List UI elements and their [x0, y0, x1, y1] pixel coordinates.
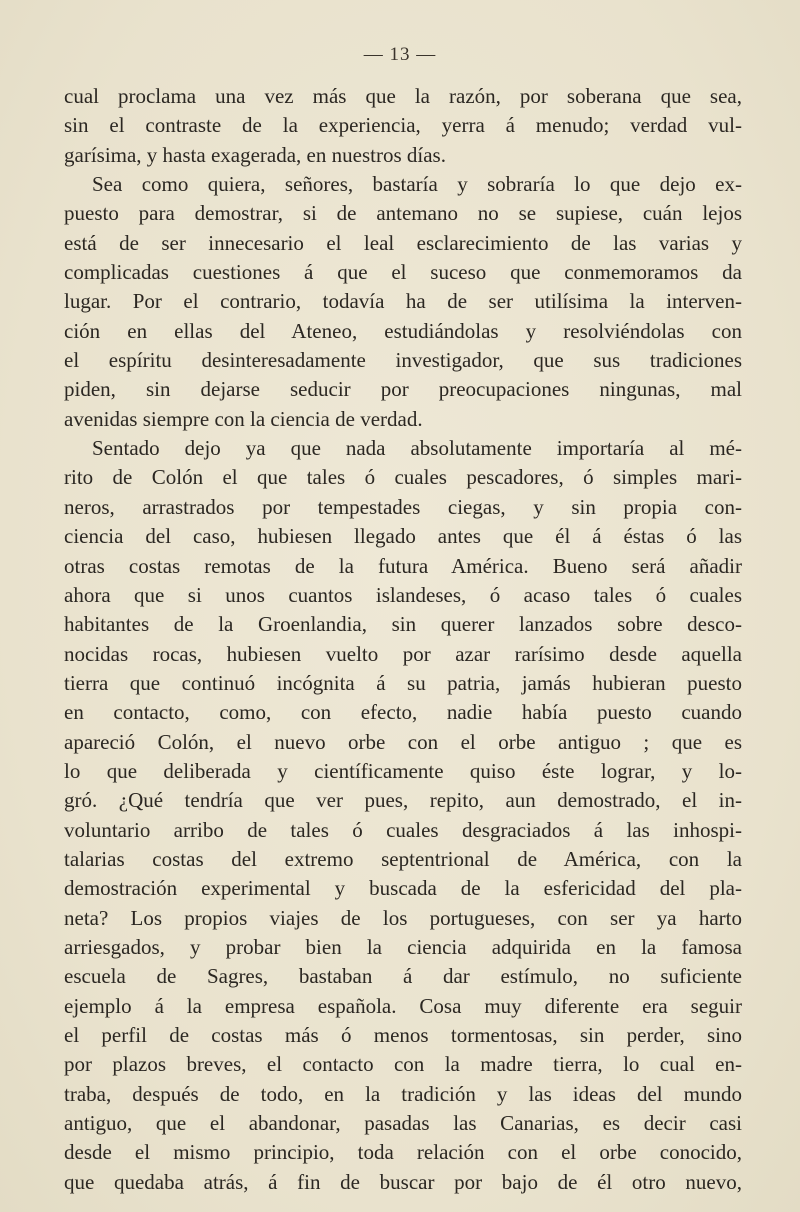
text-line: apareció Colón, el nuevo orbe con el orbe antiguo ; que es: [64, 729, 742, 754]
text-line: piden, sin dejarse seducir por preocupaciones ningunas, mal: [64, 377, 742, 402]
text-line: antiguo, que el abandonar, pasadas las Canarias, es decir casi: [64, 1111, 742, 1136]
text-line: neta? Los propios viajes de los portugueses, con ser ya harto: [64, 905, 742, 930]
text-line: otras costas remotas de la futura América. Bueno será añadir: [64, 553, 742, 578]
text-line: gró. ¿Qué tendría que ver pues, repito, aun demostrado, el in-: [64, 788, 742, 813]
text-line: ciencia del caso, hubiesen llegado antes que él á éstas ó las: [64, 524, 742, 549]
text-line: en contacto, como, con efecto, nadie había puesto cuando: [64, 700, 742, 725]
text-line: el perfil de costas más ó menos tormentosas, sin perder, sino: [64, 1023, 742, 1047]
text-line: Sea como quiera, señores, bastaría y sobraría lo que dejo ex-: [92, 172, 742, 197]
text-line: voluntario arribo de tales ó cuales desgraciados á las inhospi-: [64, 817, 742, 842]
text-line: ejemplo á la empresa española. Cosa muy diferente era seguir: [64, 993, 742, 1018]
text-line: lugar. Por el contrario, todavía ha de ser utilísima la interven-: [64, 289, 742, 314]
text-line: puesto para demostrar, si de antemano no se supiese, cuán lejos: [64, 201, 742, 226]
text-line: nocidas rocas, hubiesen vuelto por azar rarísimo desde aquella: [64, 641, 742, 666]
text-line: neros, arrastrados por tempestades ciegas, y sin propia con-: [64, 494, 742, 519]
text-line: arriesgados, y probar bien la ciencia adquirida en la famosa: [64, 934, 742, 959]
text-line: tierra que continuó incógnita á su patria, jamás hubieran puesto: [64, 670, 742, 695]
text-line: habitantes de la Groenlandia, sin querer lanzados sobre desco-: [64, 612, 742, 637]
text-line: por plazos breves, el contacto con la madre tierra, lo cual en-: [64, 1052, 742, 1077]
text-line: que quedaba atrás, á fin de buscar por bajo de él otro nuevo,: [64, 1169, 742, 1194]
text-line: cual proclama una vez más que la razón, por soberana que sea,: [64, 84, 742, 108]
text-line: rito de Colón el que tales ó cuales pescadores, ó simples mari-: [64, 465, 742, 490]
text-line: desde el mismo principio, toda relación con el orbe conocido,: [64, 1140, 742, 1165]
text-line: Sentado dejo ya que nada absolutamente importaría al mé-: [92, 436, 742, 461]
body-text: [64, 82, 742, 1197]
text-line: está de ser innecesario el leal esclarecimiento de las varias y: [64, 230, 742, 255]
text-line: escuela de Sagres, bastaban á dar estímulo, no suficiente: [64, 964, 742, 989]
text-line: talarias costas del extremo septentrional de América, con la: [64, 846, 742, 871]
text-line: el espíritu desinteresadamente investigador, que sus tradiciones: [64, 348, 742, 373]
text-line: garísima, y hasta exagerada, en nuestros días.: [64, 142, 446, 167]
text-line: ción en ellas del Ateneo, estudiándolas y resolviéndolas con: [64, 318, 742, 343]
text-line: complicadas cuestiones á que el suceso que conmemoramos da: [64, 260, 742, 285]
text-line: ahora que si unos cuantos islandeses, ó acaso tales ó cuales: [64, 582, 742, 607]
text-line: sin el contraste de la experiencia, yerra á menudo; verdad vul-: [64, 113, 742, 138]
page-number: — 13 —: [363, 44, 437, 65]
text-line: demostración experimental y buscada de la esfericidad del pla-: [64, 876, 742, 901]
text-line: avenidas siempre con la ciencia de verdad.: [64, 406, 423, 431]
text-line: traba, después de todo, en la tradición y las ideas del mundo: [64, 1081, 742, 1106]
text-line: lo que deliberada y científicamente quiso éste lograr, y lo-: [64, 758, 742, 783]
